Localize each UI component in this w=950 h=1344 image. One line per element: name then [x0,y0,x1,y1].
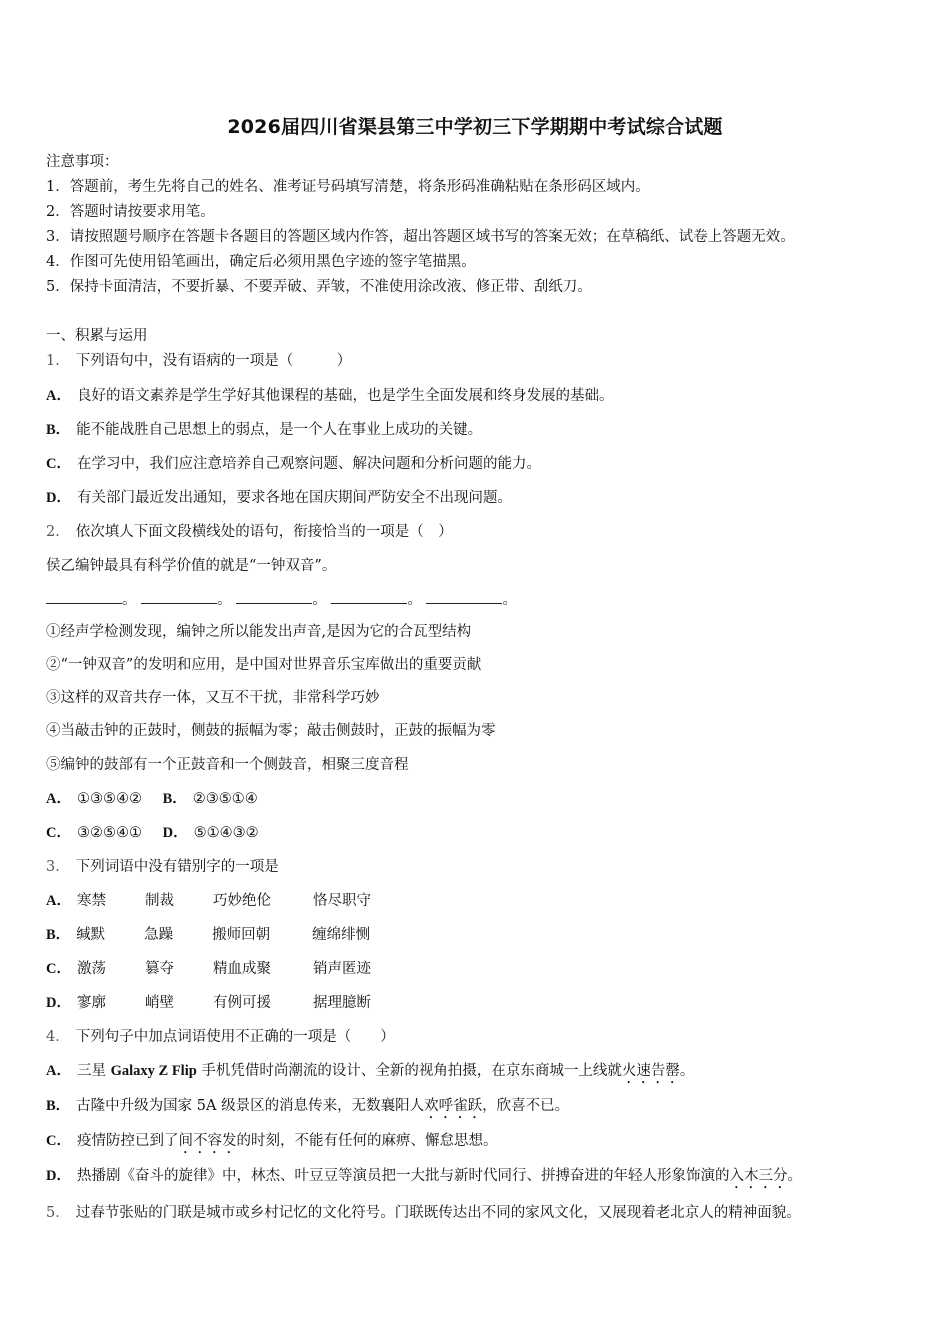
option-label: C． [46,961,71,977]
page-title: 2026届四川省渠县第三中学初三下学期期中考试综合试题 [227,116,723,138]
word: 峭壁 [144,995,174,1011]
option-text: 有关部门最近发出通知，要求各地在国庆期间严防安全不出现问题。 [76,490,512,506]
option-text: ，欣喜不已。 [482,1098,570,1114]
option-text: 的时刻，不能有任何的麻痹、懈怠思想。 [236,1133,498,1149]
dotted-phrase: 火速告罄 [621,1063,680,1079]
option-label: B． [46,927,71,943]
option-label: D． [162,825,188,841]
sentence-item: ⑤编钟的鼓部有一个正鼓音和一个侧鼓音，相聚三度音程 [46,757,409,773]
option-b [46,420,482,440]
option-label: B． [46,422,71,438]
blank-separator: 。 [122,592,137,608]
option-d [46,993,371,1013]
blank-separator: 。 [312,592,327,608]
word: 有例可援 [212,995,271,1011]
section-heading: 一、积累与运用 [46,328,148,344]
question-1-stem [46,351,351,371]
option-text: 古隆中升级为国家 5A 级景区的消息传来，无数襄阳人 [76,1098,425,1114]
word: 缠绵绯恻 [312,927,371,943]
question-5-stem [46,1203,801,1223]
word: 缄默 [76,927,106,943]
option-d [46,488,512,508]
dotted-phrase: 间不容发 [178,1133,237,1149]
option-b [46,925,370,945]
word: 恪尽职守 [312,893,371,909]
word: 篡夺 [144,961,174,977]
word: 制裁 [144,893,174,909]
word: 寒禁 [76,893,106,909]
word: 巧妙绝伦 [212,893,271,909]
notice-item: 3．请按照题号顺序在答题卡各题目的答题区域内作答，超出答题区域书写的答案无效；在草稿纸、试卷上答题无效。 [46,229,795,245]
question-number: 1． [46,353,70,369]
option-text: 。 [679,1063,695,1079]
word: 激荡 [76,961,106,977]
question-text: 下列词语中没有错别字的一项是 [75,859,279,875]
blank-line [141,591,217,604]
question-2-stem [46,522,453,542]
option-text: 能不能战胜自己思想上的弱点，是一个人在事业上成功的关键。 [76,422,483,438]
question-3-stem [46,857,279,877]
question-text: 依次填人下面文段横线处的语句，衔接恰当的一项是（ ） [75,524,453,540]
option-row [46,789,258,809]
blank-line [236,591,312,604]
option-label: A． [46,791,71,807]
dotted-phrase: 欢呼雀跃 [424,1098,483,1114]
option-a [46,386,613,406]
brand-name: Galaxy Z Flip [110,1063,197,1079]
option-c [46,454,541,474]
word: 据理臆断 [312,995,371,1011]
option-text: 热播剧《奋斗的旋律》中，林杰、叶豆豆等演员把一大批与新时代同行、拼搏奋进的年轻人形象饰演的 [76,1168,730,1184]
option-text: 在学习中，我们应注意培养自己观察问题、解决问题和分析问题的能力。 [76,456,541,472]
option-label: D． [46,490,71,506]
option-text: ②③⑤①④ [192,791,258,807]
option-text: 疫情防控已到了 [76,1133,179,1149]
option-label: C． [46,456,71,472]
question-text: 下列语句中，没有语病的一项是（ ） [75,353,352,369]
blank-separator: 。 [407,592,422,608]
question-number: 2． [46,524,70,540]
notice-item: 5．保持卡面清洁，不要折暴、不要弄破、弄皱，不准使用涂改液、修正带、刮纸刀。 [46,279,592,295]
notice-heading: 注意事项： [46,154,119,170]
word: 寥廓 [76,995,106,1011]
notice-item: 2．答题时请按要求用笔。 [46,204,215,220]
option-c [46,959,371,979]
blank-line [46,591,122,604]
option-label: A． [46,893,71,909]
option-c [46,1131,497,1157]
word: 销声匿迹 [312,961,371,977]
question-text: 过春节张贴的门联是城市或乡村记忆的文化符号。门联既传达出不同的家风文化，又展现着老北京人的精神面貌。 [75,1205,801,1221]
option-text: ③②⑤④① [76,825,142,841]
option-text: ①③⑤④② [76,791,142,807]
question-number: 3． [46,859,70,875]
sentence-item: ①经声学检测发现，编钟之所以能发出声音,是因为它的合瓦型结构 [46,624,472,640]
question-4-stem [46,1027,395,1047]
sentence-item: ④当敲击钟的正鼓时，侧鼓的振幅为零；敲击侧鼓时，正鼓的振幅为零 [46,723,496,739]
word: 搬师回朝 [212,927,271,943]
option-label: C． [46,825,71,841]
option-text: 三星 [76,1063,111,1079]
question-2-passage: 侯乙编钟最具有科学价值的就是“一钟双音”。 [46,558,337,574]
blank-separator: 。 [217,592,232,608]
option-b [46,1096,569,1122]
option-label: A． [46,1063,71,1079]
question-number: 5． [46,1205,70,1221]
option-text: 良好的语文素养是学生学好其他课程的基础，也是学生全面发展和终身发展的基础。 [76,388,614,404]
word: 精血成聚 [212,961,271,977]
word: 急躁 [144,927,174,943]
option-label: C． [46,1133,71,1149]
sentence-item: ②“一钟双音”的发明和应用，是中国对世界音乐宝库做出的重要贡献 [46,657,482,673]
option-text: ⑤①④③② [193,825,259,841]
blank-separator: 。 [502,592,517,608]
option-label: D． [46,995,71,1011]
blank-line [426,591,502,604]
option-a [46,1061,694,1087]
option-row [46,823,259,843]
sentence-item: ③这样的双音共存一体，又互不干扰，非常科学巧妙 [46,690,380,706]
notice-item: 1．答题前，考生先将自己的姓名、准考证号码填写清楚，将条形码准确粘贴在条形码区域内。 [46,179,650,195]
blank-line [331,591,407,604]
question-text: 下列句子中加点词语使用不正确的一项是（ ） [75,1029,395,1045]
question-number: 4． [46,1029,70,1045]
option-text: 手机凭借时尚潮流的设计、全新的视角拍摄，在京东商城一上线就 [196,1063,622,1079]
option-label: B． [46,1098,71,1114]
option-d [46,1166,802,1192]
option-text: 。 [787,1168,802,1184]
option-a [46,891,371,911]
option-label: A． [46,388,71,404]
option-label: B． [162,791,187,807]
dotted-phrase: 入木三分 [729,1168,788,1184]
notice-item: 4．作图可先使用铅笔画出，确定后必须用黑色字迹的签字笔描黑。 [46,254,476,270]
option-label: D． [46,1168,71,1184]
fill-blanks [46,590,517,610]
